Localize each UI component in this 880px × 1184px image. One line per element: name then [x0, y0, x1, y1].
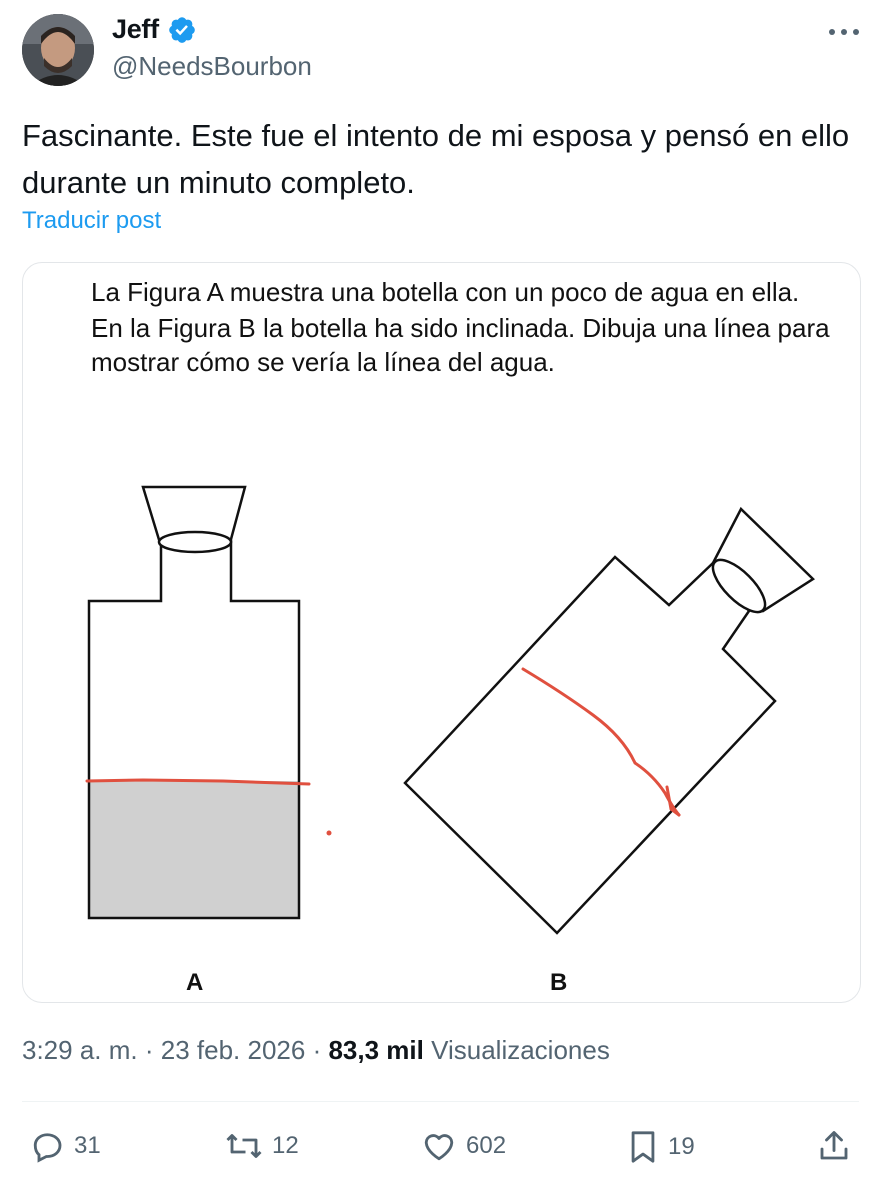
author-handle[interactable]: @NeedsBourbon: [112, 51, 312, 81]
share-icon: [816, 1128, 852, 1164]
repost-icon: [224, 1128, 264, 1164]
verified-icon: [167, 15, 197, 45]
reply-icon: [30, 1128, 66, 1164]
figure-a-bottle: [89, 487, 299, 918]
avatar[interactable]: [22, 14, 94, 86]
post-time[interactable]: 3:29 a. m.: [22, 1035, 138, 1065]
more-icon[interactable]: [826, 22, 862, 42]
share-button[interactable]: [816, 1128, 852, 1164]
divider: [22, 1101, 859, 1102]
like-count: 602: [466, 1132, 507, 1159]
meta-separator-2: ·: [312, 1035, 329, 1065]
translate-link[interactable]: Traducir post: [22, 207, 162, 234]
reply-button[interactable]: [30, 1128, 101, 1164]
repost-count: 12: [272, 1132, 299, 1159]
post-meta: [22, 1035, 610, 1066]
figure-b-pen-line: [523, 669, 679, 815]
bottle-figures: [23, 263, 860, 1002]
meta-separator-1: ·: [144, 1035, 161, 1065]
bookmark-count: 19: [668, 1133, 695, 1160]
post-text: Fascinante. Este fue el intento de mi esposa y pensó en ello durante un minuto completo.: [22, 118, 850, 200]
post-date[interactable]: 23 feb. 2026: [160, 1035, 306, 1065]
bookmark-button[interactable]: [626, 1128, 695, 1166]
instruction-line-2: En la Figura B la botella ha sido inclinada. Dibuja una línea para mostrar cómo se vería la línea del agua.: [91, 313, 830, 377]
instruction-line-1: La Figura A muestra una botella con un poco de agua en ella.: [91, 277, 800, 307]
reply-count: 31: [74, 1132, 101, 1159]
bookmark-icon: [626, 1128, 660, 1166]
like-icon: [420, 1128, 458, 1164]
like-button[interactable]: [420, 1128, 506, 1164]
views-label: Visualizaciones: [431, 1035, 610, 1065]
action-bar: [0, 1120, 880, 1172]
views-count: 83,3 mil: [328, 1035, 424, 1065]
post-image[interactable]: [22, 262, 861, 1003]
figure-b-label: B: [550, 969, 568, 996]
figure-b-bottle: [405, 509, 813, 933]
avatar-photo: [22, 14, 94, 86]
figure-a-label: A: [186, 969, 204, 996]
author-name[interactable]: Jeff: [112, 14, 159, 44]
repost-button[interactable]: [224, 1128, 299, 1164]
